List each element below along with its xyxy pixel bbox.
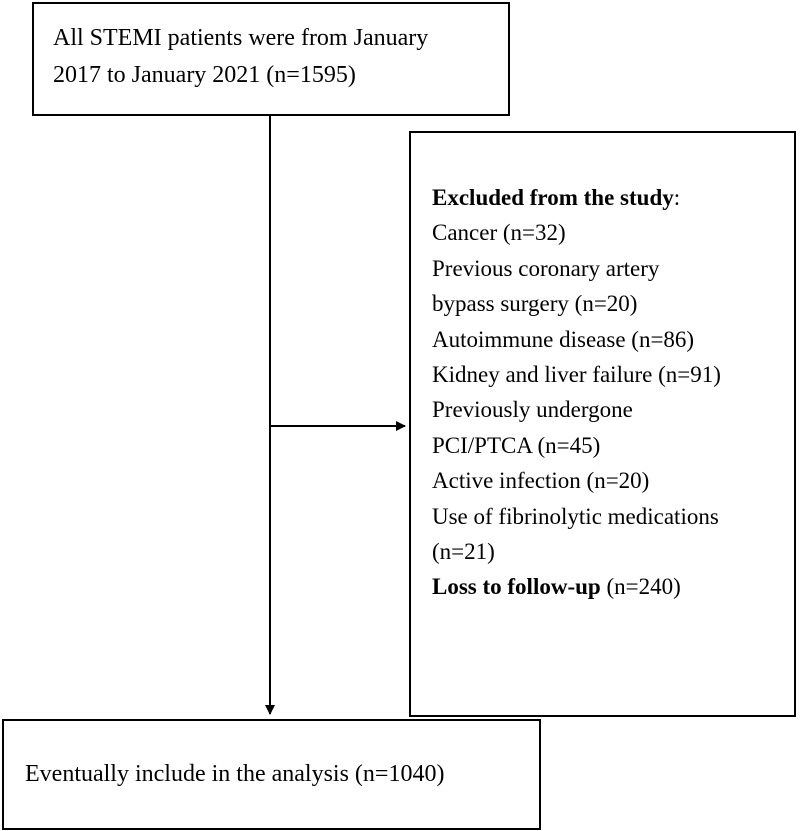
loss-to-follow-up-line [432,569,794,604]
enrollment-box [32,2,510,116]
exclusion-box [409,131,796,717]
analysis-text: Eventually include in the analysis (n=1040) [25,761,445,787]
analysis-box [2,719,541,830]
exclusion-heading-line [432,180,794,215]
exclusion-item: Previous coronary artery [432,255,660,281]
exclusion-item: Autoimmune disease (n=86) [432,326,695,352]
exclusion-item: bypass surgery (n=20) [432,291,638,317]
loss-to-follow-up-label: Loss to follow-up [432,574,601,600]
enrollment-line-1: All STEMI patients were from January [53,25,429,51]
exclusion-item: Kidney and liver failure (n=91) [432,362,721,388]
loss-to-follow-up-value: (n=240) [600,574,681,600]
exclusion-item: PCI/PTCA (n=45) [432,432,601,458]
exclusion-item: Use of fibrinolytic medications [432,503,719,529]
exclusion-item: (n=21) [432,539,495,565]
exclusion-item: Previously undergone [432,397,633,423]
exclusion-item: Active infection (n=20) [432,468,650,494]
exclusion-item: Cancer (n=32) [432,220,566,246]
exclusion-heading-colon: : [673,185,681,210]
enrollment-line-2: 2017 to January 2021 (n=1595) [53,62,356,88]
exclusion-heading: Excluded from the study [432,185,674,210]
